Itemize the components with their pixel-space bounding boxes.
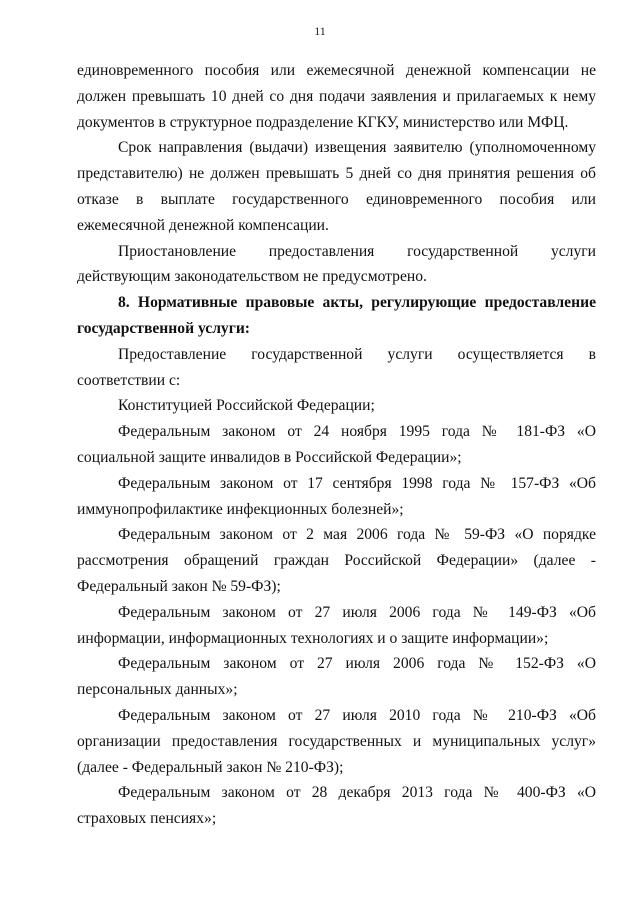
document-body (77, 58, 596, 832)
list-item-law-157: Федеральным законом от 17 сентября 1998 года № 157-ФЗ «Об иммунопрофилактике инфекционных болезней»; (77, 474, 596, 518)
list-item-law-181: Федеральным законом от 24 ноября 1995 года № 181-ФЗ «О социальной защите инвалидов в Российской Федерации»; (77, 423, 596, 466)
paragraph-notice-deadline: Срок направления (выдачи) извещения заявителю (уполномоченному представителю) не должен превышать 5 дней со дня принятия решения об отказе в выплате государственного единовременного пособия или ежемесячной денежной компенсации. (77, 139, 596, 234)
list-item-law-149: Федеральным законом от 27 июля 2006 года № 149-ФЗ «Об информации, информационных технологиях и о защите информации»; (77, 603, 596, 647)
list-item-law-400: Федеральным законом от 28 декабря 2013 года № 400-ФЗ «О страховых пенсиях»; (77, 784, 596, 828)
paragraph-payment-deadline: единовременного пособия или ежемесячной денежной компенсации не должен превышать 10 дней со дня подачи заявления и прилагаемых к нему документов в структурное подразделение КГКУ, министерство или МФЦ. (77, 62, 596, 131)
paragraph-suspension: Приостановление предоставления государственной услуги действующим законодательством не предусмотрено. (77, 242, 596, 286)
list-item-constitution: Конституцией Российской Федерации; (118, 397, 375, 415)
page-number: 11 (314, 24, 326, 38)
list-item-law-152: Федеральным законом от 27 июля 2006 года № 152-ФЗ «О персональных данных»; (77, 655, 596, 699)
section-heading-legal-acts: 8. Нормативные правовые акты, регулирующие предоставление государственной услуги: (77, 294, 596, 337)
paragraph-legal-basis-intro: Предоставление государственной услуги осуществляется в соответствии с: (77, 345, 596, 389)
list-item-law-59: Федеральным законом от 2 мая 2006 года № 59-ФЗ «О порядке рассмотрения обращений граждан Российской Федерации» (далее - Федеральный закон № 59-ФЗ); (77, 526, 596, 595)
list-item-law-210: Федеральным законом от 27 июля 2010 года № 210-ФЗ «Об организации предоставления государственных и муниципальных услуг» (далее - Федеральный закон № 210-ФЗ); (77, 706, 596, 776)
